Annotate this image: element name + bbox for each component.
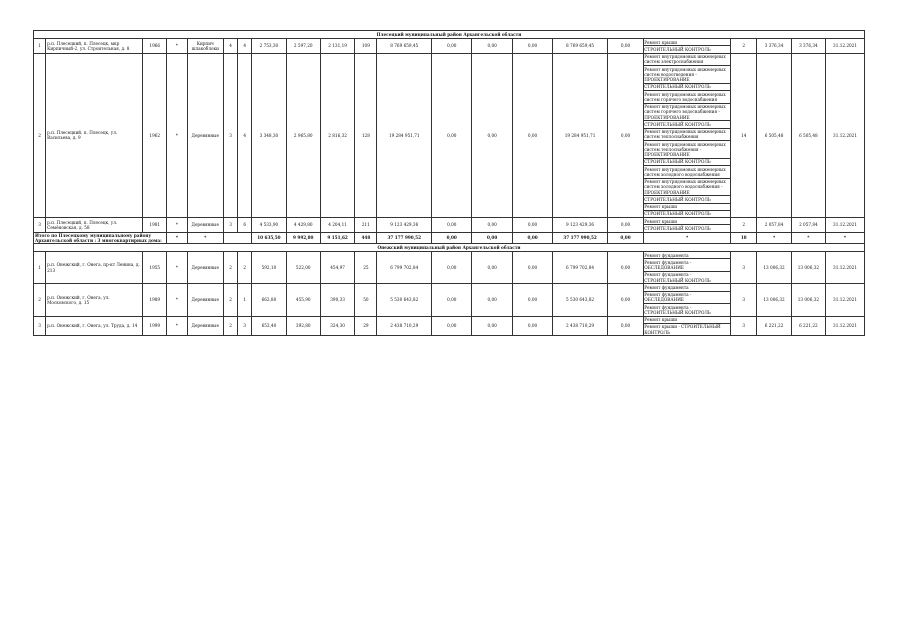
cell-entrances: 1 (238, 284, 252, 316)
cell-area-a: 522,00 (286, 252, 320, 284)
cell-star: * (167, 252, 187, 284)
section-title: Онежский муниципальный район Архангельской области (34, 244, 865, 252)
cell-address: р.п. Онежский, г. Онега, пр-кт Ленина, д. 213 (46, 252, 143, 284)
cell-residents: 128 (355, 53, 377, 218)
section-header-row (34, 244, 865, 252)
cell-area-total: 662,80 (252, 284, 286, 316)
cell-f4: 5 530 643,82 (553, 284, 608, 316)
work-item: Ремонт внутридомовых инженерных систем теплоснабжения (644, 129, 730, 142)
cell-works (644, 252, 731, 284)
cell-floors: 3 (223, 53, 237, 218)
cell-f2: 0,00 (472, 39, 512, 54)
cell-num: 3 (34, 316, 46, 336)
total-empty (223, 232, 251, 244)
total-works: * (644, 232, 731, 244)
work-item: Ремонт фундамента - ОБСЛЕДОВАНИЕ (644, 292, 730, 305)
cell-floors: 2 (223, 252, 237, 284)
cell-f3: 0,00 (512, 252, 552, 284)
cell-c2: 2 057,84 (791, 218, 825, 233)
cell-f5: 0,00 (607, 53, 643, 218)
cell-material: Деревянные (187, 218, 223, 233)
cell-area-a: 2 965,80 (286, 53, 320, 218)
cell-area-total: 3 348,30 (252, 53, 286, 218)
table-row (34, 53, 865, 218)
work-item: Ремонт внутридомовых инженерных систем горячего водоснабжения (644, 91, 730, 104)
cell-entrances: 2 (238, 252, 252, 284)
cell-f1: 0,00 (432, 53, 472, 218)
cell-f3: 0,00 (512, 53, 552, 218)
cell-cost-total: 19 284 951,71 (377, 53, 432, 218)
work-item: Ремонт крыши (644, 218, 730, 225)
cell-c2: 6 505,48 (791, 53, 825, 218)
cell-star: * (167, 316, 187, 336)
table-row (34, 316, 865, 336)
cell-c1: 13 006,32 (757, 252, 791, 284)
cell-cost-total: 8 769 659,45 (377, 39, 432, 54)
cell-cost-total: 9 123 429,36 (377, 218, 432, 233)
cell-area-a: 4 429,80 (286, 218, 320, 233)
cell-f4: 19 284 951,71 (553, 53, 608, 218)
cell-entrances: 4 (238, 39, 252, 54)
cell-area-total: 653,40 (252, 316, 286, 336)
cell-material: Деревянные (187, 252, 223, 284)
total-f3: 0,00 (512, 232, 552, 244)
cell-area-total: 2 753,30 (252, 39, 286, 54)
cell-floors: 2 (223, 284, 237, 316)
cell-f1: 0,00 (432, 284, 472, 316)
cell-works (644, 39, 731, 54)
cell-f5: 0,00 (607, 39, 643, 54)
cell-address: р.п. Плесецкий, п. Плесецк, ул. Васильева, д. 9 (46, 53, 143, 218)
cell-works (644, 53, 731, 218)
total-cost-total: 37 177 990,52 (377, 232, 432, 244)
cell-works (644, 218, 731, 233)
cell-c2: 6 221,22 (791, 316, 825, 336)
cell-num: 2 (34, 284, 46, 316)
total-f5: 0,00 (607, 232, 643, 244)
table-row (34, 39, 865, 54)
cell-floors: 3 (223, 218, 237, 233)
cell-num: 3 (34, 218, 46, 233)
cell-entrances: 3 (238, 316, 252, 336)
table-row (34, 218, 865, 233)
cell-f5: 0,00 (607, 252, 643, 284)
work-item: Ремонт крыши (644, 204, 730, 211)
total-f2: 0,00 (472, 232, 512, 244)
cell-material: Деревянные (187, 316, 223, 336)
cell-year: 1981 (143, 218, 167, 233)
cell-year: 1999 (143, 316, 167, 336)
total-area-a: 9 992,80 (286, 232, 320, 244)
total-star: * (167, 232, 187, 244)
work-item: СТРОИТЕЛЬНЫЙ КОНТРОЛЬ (644, 159, 730, 166)
work-item: Ремонт внутридомовых инженерных систем электроснабжения (644, 54, 730, 67)
work-item: СТРОИТЕЛЬНЫЙ КОНТРОЛЬ (644, 46, 711, 52)
cell-date: 31.12.2021 (826, 53, 865, 218)
total-row (34, 232, 865, 244)
cell-f4: 6 799 702,84 (553, 252, 608, 284)
capital-repair-table (33, 30, 865, 336)
cell-area-b: 324,30 (320, 316, 354, 336)
cell-cost-total: 2 438 710,29 (377, 316, 432, 336)
work-item: СТРОИТЕЛЬНЫЙ КОНТРОЛЬ (644, 196, 730, 203)
total-f1: 0,00 (432, 232, 472, 244)
cell-star: * (167, 53, 187, 218)
cell-year: 1962 (143, 53, 167, 218)
work-item: СТРОИТЕЛЬНЫЙ КОНТРОЛЬ (644, 121, 730, 128)
work-item: Ремонт фундамента - СТРОИТЕЛЬНЫЙ КОНТРОЛЬ (644, 272, 711, 283)
cell-n: 3 (731, 316, 757, 336)
cell-n: 2 (731, 218, 757, 233)
cell-cost-total: 6 799 702,84 (377, 252, 432, 284)
cell-f3: 0,00 (512, 316, 552, 336)
cell-area-a: 455,90 (286, 284, 320, 316)
total-f4: 37 177 990,52 (553, 232, 608, 244)
cell-area-b: 454,97 (320, 252, 354, 284)
cell-num: 1 (34, 252, 46, 284)
cell-area-total: 592,10 (252, 252, 286, 284)
cell-floors: 2 (223, 316, 237, 336)
work-item: СТРОИТЕЛЬНЫЙ КОНТРОЛЬ (644, 211, 711, 217)
cell-num: 2 (34, 53, 46, 218)
table-row (34, 284, 865, 316)
cell-n: 2 (731, 39, 757, 54)
cell-material: Кирпич шлакоблоки (187, 39, 223, 54)
cell-f5: 0,00 (607, 316, 643, 336)
cell-date: 31.12.2021 (826, 284, 865, 316)
work-item: Ремонт крыши (644, 317, 730, 324)
cell-area-b: 2 816,32 (320, 53, 354, 218)
cell-address: р.п. Плесецкий, п. Плесецк, ул. Семёновская, д. 58 (46, 218, 143, 233)
cell-address: р.п. Плесецкий, п. Плесецк, мкр Кирпичный-2, ул. Строительная, д. 8 (46, 39, 143, 54)
cell-works (644, 284, 731, 316)
cell-f2: 0,00 (472, 316, 512, 336)
cell-f1: 0,00 (432, 252, 472, 284)
work-item: Ремонт фундамента - СТРОИТЕЛЬНЫЙ КОНТРОЛЬ (644, 304, 711, 315)
cell-year: 1955 (143, 252, 167, 284)
work-item: Ремонт внутридомовых инженерных систем холодного водоснабжения (644, 166, 730, 179)
cell-material: Деревянные (187, 284, 223, 316)
cell-date: 31.12.2021 (826, 39, 865, 54)
work-item: СТРОИТЕЛЬНЫЙ КОНТРОЛЬ (644, 84, 730, 91)
cell-c1: 13 006,32 (757, 284, 791, 316)
cell-area-total: 4 533,90 (252, 218, 286, 233)
work-item: Ремонт внутридомовых инженерных систем водоотведения - ПРОЕКТИРОВАНИЕ (644, 66, 730, 84)
cell-area-a: 2 597,20 (286, 39, 320, 54)
cell-address: р.п. Онежский, г. Онега, ул. Московского, д. 15 (46, 284, 143, 316)
cell-f3: 0,00 (512, 39, 552, 54)
section-title: Плесецкий муниципальный район Архангельской области (34, 31, 865, 39)
work-item: Ремонт внутридомовых инженерных систем горячего водоснабжения - ПРОЕКТИРОВАНИЕ (644, 104, 730, 122)
cell-c1: 6 505,48 (757, 53, 791, 218)
cell-date: 31.12.2021 (826, 316, 865, 336)
cell-residents: 109 (355, 39, 377, 54)
total-label: Итого по Плесецкому муниципальному району Архангельской области : 3 многоквартирных дома: (34, 232, 167, 244)
cell-works (644, 316, 731, 336)
cell-num: 1 (34, 39, 46, 54)
table-row (34, 252, 865, 284)
cell-f3: 0,00 (512, 218, 552, 233)
work-item: Ремонт фундамента - ОБСЛЕДОВАНИЕ (644, 259, 730, 272)
cell-floors: 4 (223, 39, 237, 54)
cell-residents: 50 (355, 284, 377, 316)
cell-area-b: 2 131,19 (320, 39, 354, 54)
cell-c2: 13 006,32 (791, 284, 825, 316)
cell-f1: 0,00 (432, 316, 472, 336)
work-item: Ремонт внутридомовых инженерных систем теплоснабжения - ПРОЕКТИРОВАНИЕ (644, 141, 730, 159)
total-residents: 448 (355, 232, 377, 244)
total-area-total: 10 635,50 (252, 232, 286, 244)
cell-n: 3 (731, 284, 757, 316)
cell-c1: 2 057,84 (757, 218, 791, 233)
total-n: 18 (731, 232, 757, 244)
cell-n: 3 (731, 252, 757, 284)
total-star: * (187, 232, 223, 244)
total-c1: * (757, 232, 791, 244)
cell-f5: 0,00 (607, 218, 643, 233)
cell-year: 1989 (143, 284, 167, 316)
cell-f2: 0,00 (472, 252, 512, 284)
cell-f2: 0,00 (472, 53, 512, 218)
work-item: Ремонт крыши - СТРОИТЕЛЬНЫЙ КОНТРОЛЬ (644, 324, 721, 335)
cell-date: 31.12.2021 (826, 218, 865, 233)
cell-f1: 0,00 (432, 39, 472, 54)
cell-n: 14 (731, 53, 757, 218)
cell-residents: 211 (355, 218, 377, 233)
cell-f3: 0,00 (512, 284, 552, 316)
cell-residents: 25 (355, 252, 377, 284)
cell-f4: 9 123 429,36 (553, 218, 608, 233)
cell-date: 31.12.2021 (826, 252, 865, 284)
cell-c1: 3 376,34 (757, 39, 791, 54)
cell-entrances: 6 (238, 218, 252, 233)
total-c2: * (791, 232, 825, 244)
cell-star: * (167, 218, 187, 233)
cell-f4: 8 769 659,45 (553, 39, 608, 54)
cell-f2: 0,00 (472, 284, 512, 316)
cell-entrances: 4 (238, 53, 252, 218)
cell-f1: 0,00 (432, 218, 472, 233)
cell-star: * (167, 39, 187, 54)
work-item: Ремонт фундамента (644, 252, 730, 259)
total-date: * (826, 232, 865, 244)
cell-f5: 0,00 (607, 284, 643, 316)
cell-c2: 3 376,34 (791, 39, 825, 54)
cell-f4: 2 438 710,29 (553, 316, 608, 336)
cell-material: Деревянные (187, 53, 223, 218)
cell-cost-total: 5 530 643,82 (377, 284, 432, 316)
cell-star: * (167, 284, 187, 316)
section-header-row (34, 31, 865, 39)
cell-year: 1966 (143, 39, 167, 54)
cell-area-b: 4 204,11 (320, 218, 354, 233)
work-item: Ремонт фундамента (644, 284, 730, 291)
cell-area-b: 390,33 (320, 284, 354, 316)
cell-area-a: 392,80 (286, 316, 320, 336)
cell-address: р.п. Онежский, г. Онега, ул. Труда, д. 14 (46, 316, 143, 336)
cell-residents: 29 (355, 316, 377, 336)
cell-c1: 6 221,22 (757, 316, 791, 336)
cell-f2: 0,00 (472, 218, 512, 233)
cell-c2: 13 006,32 (791, 252, 825, 284)
work-item: Ремонт крыши (644, 39, 730, 46)
work-item: СТРОИТЕЛЬНЫЙ КОНТРОЛЬ (644, 225, 711, 231)
total-area-b: 9 151,62 (320, 232, 354, 244)
work-item: Ремонт внутридомовых инженерных систем холодного водоснабжения - ПРОЕКТИРОВАНИЕ (644, 179, 730, 197)
